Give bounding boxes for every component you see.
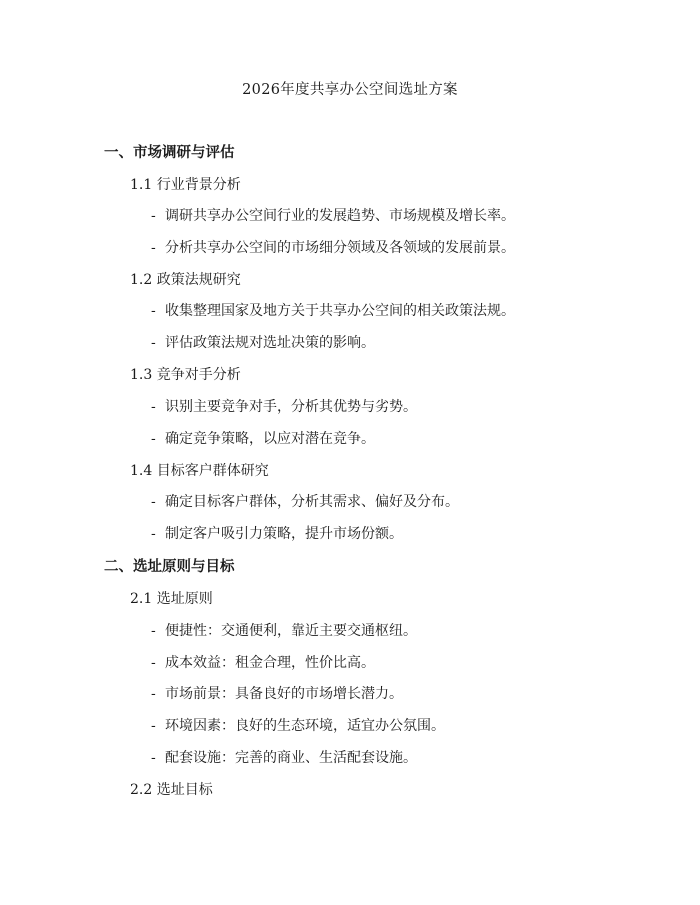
list-item-text: 识别主要竞争对手，分析其优势与劣势。 — [165, 399, 417, 415]
list-item — [151, 654, 375, 672]
subsection-heading: 1.4 目标客户群体研究 — [130, 463, 269, 479]
list-item-text: 收集整理国家及地方关于共享办公空间的相关政策法规。 — [165, 303, 515, 319]
bullet-dash: - — [151, 303, 156, 319]
bullet-dash: - — [151, 494, 156, 510]
list-item — [151, 430, 375, 448]
list-item-text: 环境因素：良好的生态环境，适宜办公氛围。 — [165, 718, 445, 734]
bullet-dash: - — [151, 718, 156, 734]
list-item — [151, 334, 375, 352]
list-item-text: 市场前景：具备良好的市场增长潜力。 — [165, 686, 403, 702]
list-item — [151, 398, 417, 416]
list-item — [151, 239, 515, 257]
bullet-dash: - — [151, 431, 156, 447]
list-item-text: 配套设施：完善的商业、生活配套设施。 — [165, 750, 417, 766]
list-item-text: 确定目标客户群体，分析其需求、偏好及分布。 — [165, 494, 459, 510]
section-heading: 二、选址原则与目标 — [104, 558, 235, 575]
subsection-heading: 2.1 选址原则 — [130, 591, 213, 607]
bullet-dash: - — [151, 750, 156, 766]
list-item — [151, 685, 403, 703]
list-item-text: 调研共享办公空间行业的发展趋势、市场规模及增长率。 — [165, 208, 515, 224]
subsection-heading: 1.1 行业背景分析 — [130, 177, 241, 193]
document-title: 2026年度共享办公空间选址方案 — [242, 82, 458, 98]
list-item-text: 确定竞争策略，以应对潜在竞争。 — [165, 431, 375, 447]
list-item-text: 评估政策法规对选址决策的影响。 — [165, 335, 375, 351]
list-item — [151, 749, 417, 767]
list-item-text: 分析共享办公空间的市场细分领域及各领域的发展前景。 — [165, 240, 515, 256]
subsection-heading: 2.2 选址目标 — [130, 782, 213, 798]
list-item-text: 便捷性：交通便利，靠近主要交通枢纽。 — [165, 623, 417, 639]
list-item-text: 成本效益：租金合理，性价比高。 — [165, 655, 375, 671]
list-item — [151, 622, 417, 640]
list-item — [151, 493, 459, 511]
bullet-dash: - — [151, 623, 156, 639]
bullet-dash: - — [151, 655, 156, 671]
subsection-heading: 1.3 竞争对手分析 — [130, 367, 241, 383]
section-heading: 一、市场调研与评估 — [104, 144, 235, 161]
bullet-dash: - — [151, 240, 156, 256]
bullet-dash: - — [151, 208, 156, 224]
list-item — [151, 207, 515, 225]
list-item-text: 制定客户吸引力策略，提升市场份额。 — [165, 526, 403, 542]
bullet-dash: - — [151, 526, 156, 542]
bullet-dash: - — [151, 399, 156, 415]
list-item — [151, 525, 403, 543]
bullet-dash: - — [151, 335, 156, 351]
bullet-dash: - — [151, 686, 156, 702]
list-item — [151, 302, 515, 320]
subsection-heading: 1.2 政策法规研究 — [130, 272, 241, 288]
list-item — [151, 717, 445, 735]
